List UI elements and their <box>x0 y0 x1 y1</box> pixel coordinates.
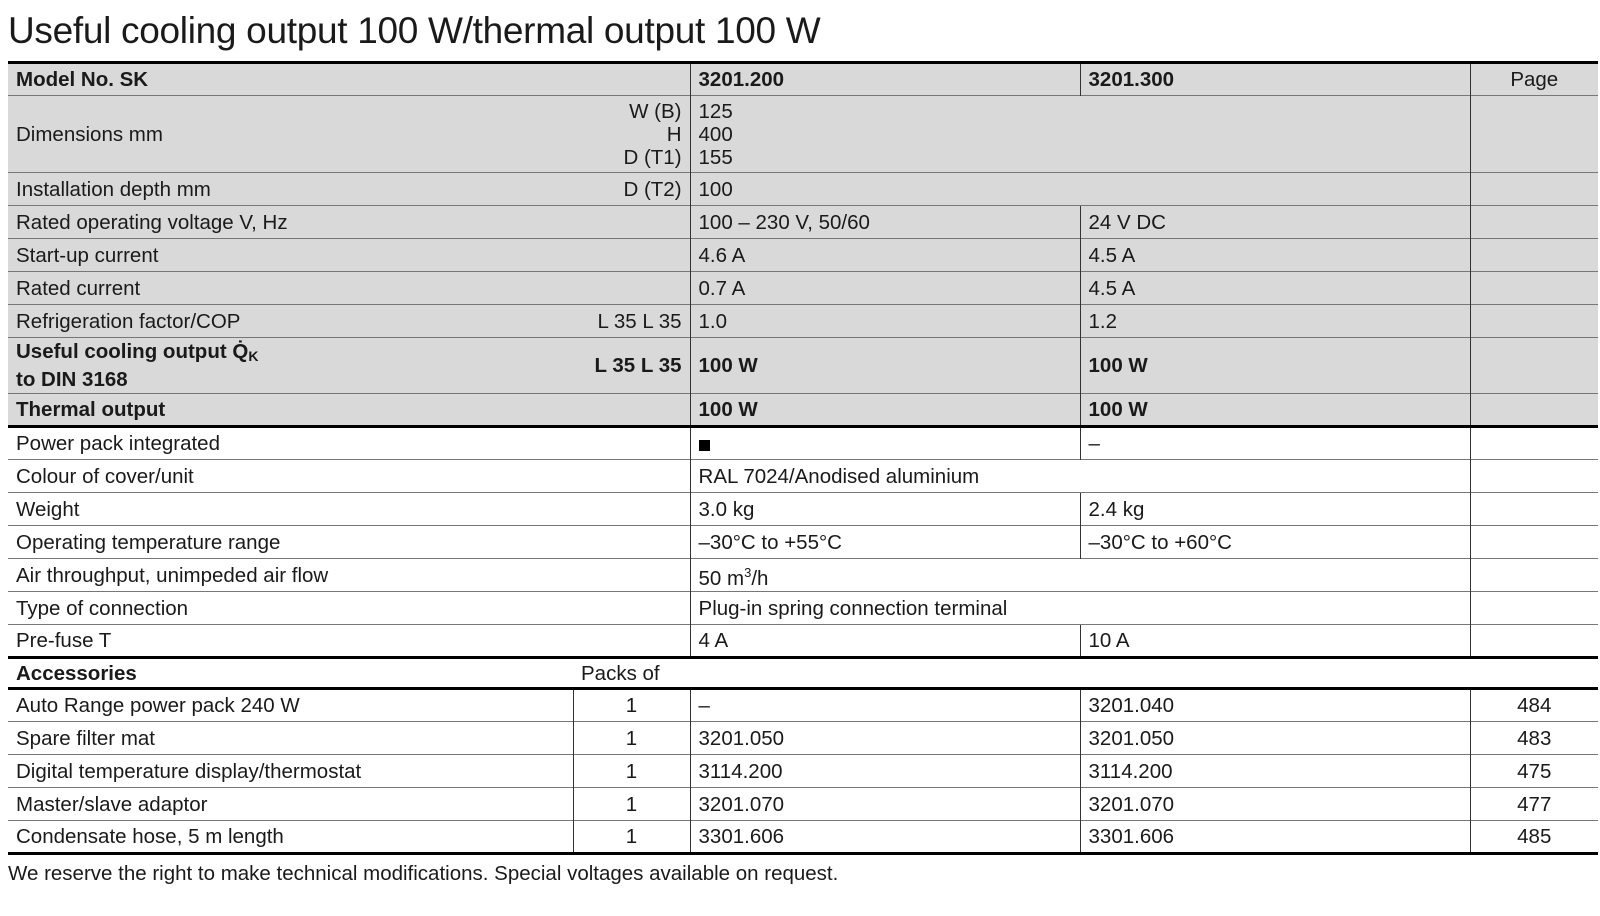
connection-row <box>8 592 1598 625</box>
page-cell <box>1470 460 1598 493</box>
page-cell <box>1470 96 1598 173</box>
accessory-packs: 1 <box>573 821 690 854</box>
powerpack-row <box>8 427 1598 460</box>
air-value <box>690 559 1470 592</box>
accessory-name: Auto Range power pack 240 W <box>8 689 573 722</box>
dim-h-label: H <box>666 122 682 146</box>
startup-row <box>8 239 1598 272</box>
accessory-row <box>8 722 1598 755</box>
accessory-a: 3201.050 <box>690 722 1080 755</box>
prefuse-b: 10 A <box>1080 625 1470 658</box>
powerpack-label: Power pack integrated <box>8 427 690 460</box>
page-cell <box>1470 272 1598 305</box>
page-cell <box>1470 526 1598 559</box>
thermal-a: 100 W <box>690 394 1080 427</box>
prefuse-label: Pre-fuse T <box>8 625 690 658</box>
accessory-row <box>8 755 1598 788</box>
voltage-row <box>8 206 1598 239</box>
page-cell <box>1470 592 1598 625</box>
model-label: Model No. SK <box>8 63 690 96</box>
connection-value: Plug-in spring connection terminal <box>690 592 1470 625</box>
cooling-label-line2: to DIN 3168 <box>16 368 128 391</box>
spec-table <box>8 61 1598 855</box>
startup-a: 4.6 A <box>690 239 1080 272</box>
dim-w-label: W (B) <box>629 99 682 123</box>
temp-a: –30°C to +55°C <box>690 526 1080 559</box>
accessory-page: 477 <box>1470 788 1598 821</box>
accessory-b: 3114.200 <box>1080 755 1470 788</box>
accessory-page: 485 <box>1470 821 1598 854</box>
startup-label: Start-up current <box>8 239 690 272</box>
filled-square-icon <box>699 440 710 451</box>
prefuse-a: 4 A <box>690 625 1080 658</box>
install-sub: D (T2) <box>573 173 690 206</box>
packs-label: Packs of <box>573 658 1598 689</box>
page-cell <box>1470 427 1598 460</box>
rated-b: 4.5 A <box>1080 272 1470 305</box>
accessories-label: Accessories <box>8 658 573 689</box>
page-cell <box>1470 173 1598 206</box>
page-cell <box>1470 239 1598 272</box>
air-label: Air throughput, unimpeded air flow <box>8 559 690 592</box>
dim-d-value: 155 <box>698 145 733 169</box>
air-value-unit: /h <box>751 566 769 590</box>
accessory-page: 483 <box>1470 722 1598 755</box>
thermal-row <box>8 394 1598 427</box>
accessory-a: – <box>690 689 1080 722</box>
accessory-page: 475 <box>1470 755 1598 788</box>
page-cell <box>1470 305 1598 338</box>
voltage-b: 24 V DC <box>1080 206 1470 239</box>
powerpack-b: – <box>1080 427 1470 460</box>
temp-b: –30°C to +60°C <box>1080 526 1470 559</box>
cooling-a: 100 W <box>690 338 1080 394</box>
cooling-label <box>8 338 573 394</box>
page-title: Useful cooling output 100 W/thermal output 100 W <box>8 10 821 51</box>
install-value: 100 <box>690 173 1470 206</box>
accessory-b: 3201.050 <box>1080 722 1470 755</box>
weight-b: 2.4 kg <box>1080 493 1470 526</box>
colour-row <box>8 460 1598 493</box>
weight-a: 3.0 kg <box>690 493 1080 526</box>
footnote: We reserve the right to make technical modifications. Special voltages available on request. <box>8 862 839 885</box>
accessory-a: 3114.200 <box>690 755 1080 788</box>
page-cell <box>1470 625 1598 658</box>
air-row <box>8 559 1598 592</box>
install-row <box>8 173 1598 206</box>
accessory-name: Master/slave adaptor <box>8 788 573 821</box>
accessory-row <box>8 821 1598 854</box>
rated-a: 0.7 A <box>690 272 1080 305</box>
dim-w-value: 125 <box>698 99 733 123</box>
voltage-label: Rated operating voltage V, Hz <box>8 206 690 239</box>
colour-label: Colour of cover/unit <box>8 460 690 493</box>
accessory-b: 3201.070 <box>1080 788 1470 821</box>
accessory-a: 3201.070 <box>690 788 1080 821</box>
rated-label: Rated current <box>8 272 690 305</box>
dim-h-value: 400 <box>698 122 733 146</box>
accessory-b: 3201.040 <box>1080 689 1470 722</box>
cop-label: Refrigeration factor/COP <box>8 305 573 338</box>
dimensions-row <box>8 96 1598 173</box>
cooling-label-line1: Useful cooling output Q̇ <box>16 340 249 363</box>
page-cell <box>1470 493 1598 526</box>
cooling-row <box>8 338 1598 394</box>
model-header-row <box>8 63 1598 96</box>
page-cell <box>1470 394 1598 427</box>
prefuse-row <box>8 625 1598 658</box>
air-value-number: 50 m <box>698 566 745 590</box>
cop-row <box>8 305 1598 338</box>
page-cell <box>1470 206 1598 239</box>
accessory-name: Spare filter mat <box>8 722 573 755</box>
accessories-header-row <box>8 658 1598 689</box>
accessory-b: 3301.606 <box>1080 821 1470 854</box>
page-cell <box>1470 559 1598 592</box>
accessory-name: Condensate hose, 5 m length <box>8 821 573 854</box>
voltage-a: 100 – 230 V, 50/60 <box>690 206 1080 239</box>
powerpack-a <box>690 427 1080 460</box>
model-a: 3201.200 <box>690 63 1080 96</box>
cooling-sub: L 35 L 35 <box>573 338 690 394</box>
air-value-superscript: 3 <box>744 564 752 580</box>
accessory-page: 484 <box>1470 689 1598 722</box>
rated-row <box>8 272 1598 305</box>
accessory-row <box>8 788 1598 821</box>
temp-label: Operating temperature range <box>8 526 690 559</box>
dimensions-sublabels <box>573 96 690 173</box>
startup-b: 4.5 A <box>1080 239 1470 272</box>
page-cell <box>1470 338 1598 394</box>
cooling-label-subscript: K <box>248 348 259 364</box>
cop-b: 1.2 <box>1080 305 1470 338</box>
model-b: 3201.300 <box>1080 63 1470 96</box>
accessory-packs: 1 <box>573 788 690 821</box>
dim-d-label: D (T1) <box>623 145 682 169</box>
colour-value: RAL 7024/Anodised aluminium <box>690 460 1470 493</box>
temp-row <box>8 526 1598 559</box>
cop-a: 1.0 <box>690 305 1080 338</box>
thermal-b: 100 W <box>1080 394 1470 427</box>
cop-sub: L 35 L 35 <box>573 305 690 338</box>
cooling-b: 100 W <box>1080 338 1470 394</box>
accessory-packs: 1 <box>573 689 690 722</box>
accessory-a: 3301.606 <box>690 821 1080 854</box>
accessory-row <box>8 689 1598 722</box>
weight-label: Weight <box>8 493 690 526</box>
dimensions-label: Dimensions mm <box>8 96 573 173</box>
dimensions-values <box>690 96 1470 173</box>
page-header: Page <box>1470 63 1598 96</box>
accessory-packs: 1 <box>573 722 690 755</box>
connection-label: Type of connection <box>8 592 690 625</box>
accessory-name: Digital temperature display/thermostat <box>8 755 573 788</box>
thermal-label: Thermal output <box>8 394 690 427</box>
install-label: Installation depth mm <box>8 173 573 206</box>
accessory-packs: 1 <box>573 755 690 788</box>
weight-row <box>8 493 1598 526</box>
